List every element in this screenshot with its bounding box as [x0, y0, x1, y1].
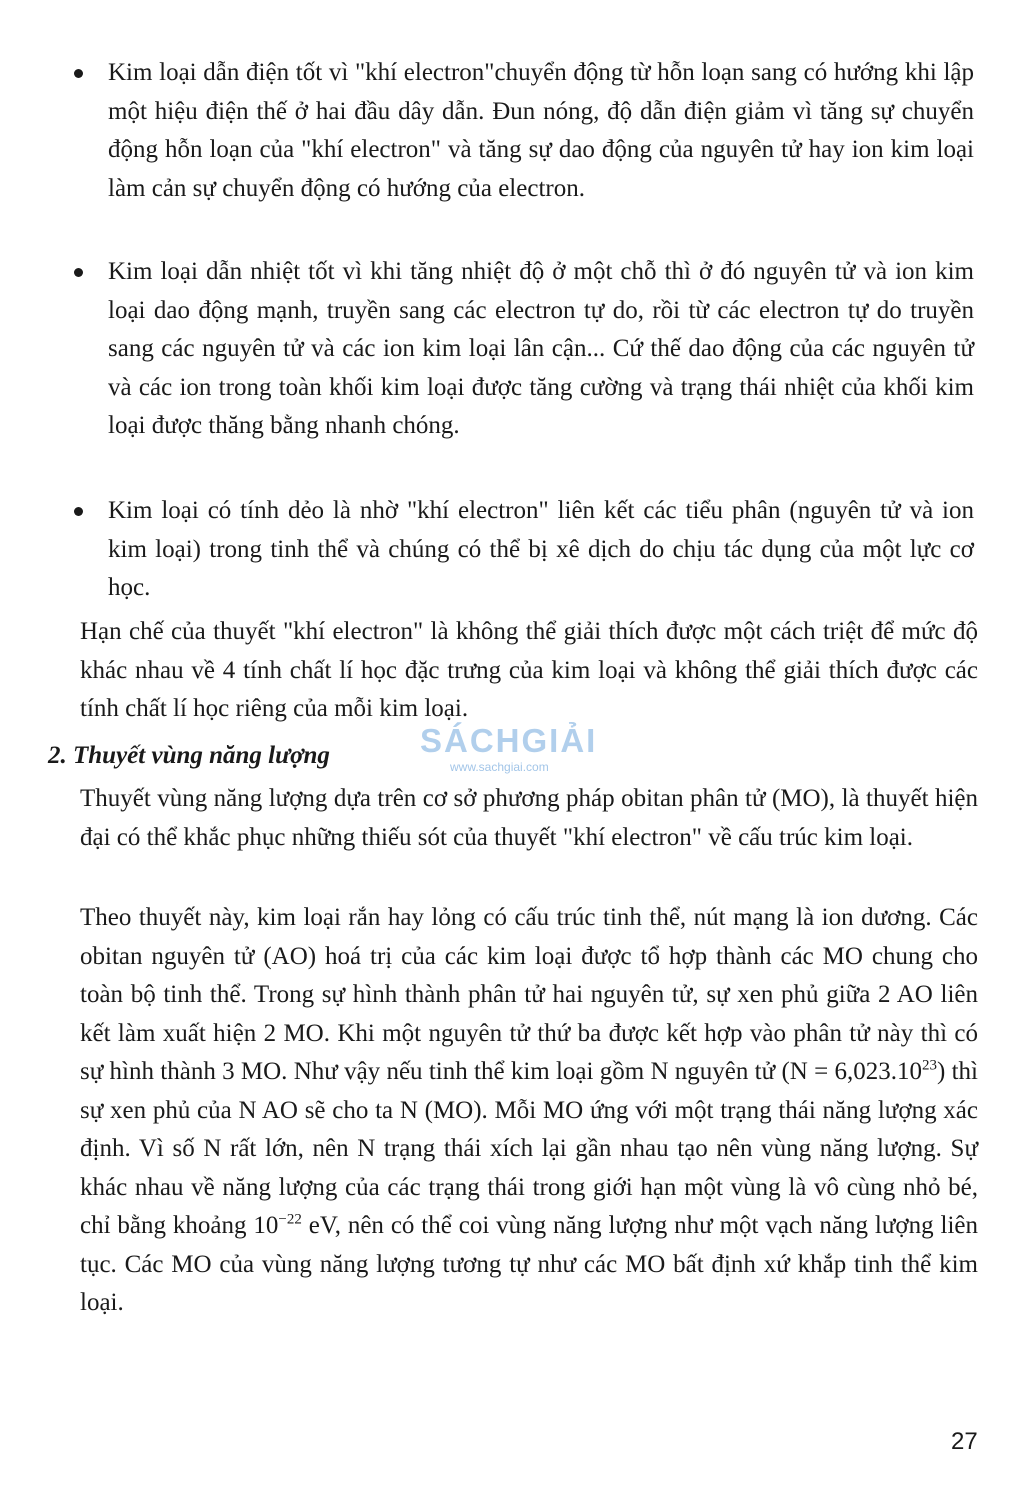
- theory-text-part-2: ) thì sự xen phủ của N AO sẽ cho ta N (MO). Mỗi MO ứng với một trạng thái năng lượng xác định. Vì số N rất lớn, nên N trạng thái xích lại gần nhau tạo nên vùng năng lượng. Sự khác nhau về năng lượng của các trạng thái trong giới hạn một vùng là vô cùng nhỏ bé, chỉ bằng khoảng 10: [80, 1058, 978, 1239]
- bullet-item-ductility: [80, 492, 980, 608]
- limitation-paragraph: Hạn chế của thuyết "khí electron" là không thể giải thích được một cách triệt để mức độ khác nhau về 4 tính chất lí học đặc trưng của kim loại và không thể giải thích được các tính chất lí học riêng của mỗi kim loại.: [80, 618, 978, 722]
- page-number: 27: [951, 1428, 978, 1455]
- bullet-item-electrical-conductivity: [80, 54, 980, 208]
- section-heading: 2. Thuyết vùng năng lượng: [48, 742, 330, 769]
- watermark-logo: [420, 722, 630, 782]
- theory-paragraph: [80, 899, 978, 1323]
- bullet-text: Kim loại dẫn điện tốt vì "khí electron"chuyển động từ hỗn loạn sang có hướng khi lập một hiệu điện thế ở hai đầu dây dẫn. Đun nóng, độ dẫn điện giảm vì tăng sự chuyển động hỗn loạn của "khí electron" và tăng sự dao động của nguyên tử hay ion kim loại làm cản sự chuyển động có hướng của electron.: [108, 59, 974, 202]
- bullet-text: Kim loại có tính dẻo là nhờ "khí electron" liên kết các tiểu phân (nguyên tử và ion kim loại) trong tinh thể và chúng có thể bị xê dịch do chịu tác dụng của một lực cơ học.: [108, 497, 974, 601]
- bullet-icon: [74, 507, 83, 516]
- watermark-url: www.sachgiai.com: [450, 760, 549, 774]
- bullet-item-thermal-conductivity: [80, 253, 980, 446]
- bullet-text: Kim loại dẫn nhiệt tốt vì khi tăng nhiệt độ ở một chỗ thì ở đó nguyên tử và ion kim loại dao động mạnh, truyền sang các electron tự do, rồi từ các electron tự do truyền sang các nguyên tử và các ion kim loại lân cận... Cứ thế dao động của các nguyên tử và các ion trong toàn khối kim loại được tăng cường và trạng thái nhiệt của khối kim loại được thăng bằng nhanh chóng.: [108, 258, 974, 439]
- watermark-brand: SÁCHGIẢI: [420, 722, 598, 759]
- theory-text-part-1: Theo thuyết này, kim loại rắn hay lỏng có cấu trúc tinh thể, nút mạng là ion dương. Các obitan nguyên tử (AO) hoá trị của các kim loại được tổ hợp thành các MO chung cho toàn bộ tinh thể. Trong sự hình thành phân tử hai nguyên tử, sự xen phủ giữa 2 AO liên kết làm xuất hiện 2 MO. Khi một nguyên tử thứ ba được kết hợp vào phân tử này thì có sự hình thành 3 MO. Như vậy nếu tinh thể kim loại gồm N nguyên tử (N = 6,023.10: [80, 904, 978, 1085]
- avogadro-exponent: 23: [922, 1057, 937, 1074]
- theory-text-part-3: eV, nên có thể coi vùng năng lượng như một vạch năng lượng liên tục. Các MO của vùng năng lượng tương tự như các MO bất định xứ khắp tinh thể kim loại.: [80, 1212, 979, 1316]
- bullet-icon: [74, 268, 83, 277]
- bullet-icon: [74, 69, 83, 78]
- energy-exponent: −22: [278, 1211, 302, 1228]
- intro-paragraph: Thuyết vùng năng lượng dựa trên cơ sở phương pháp obitan phân tử (MO), là thuyết hiện đại có thể khắc phục những thiếu sót của thuyết "khí electron" về cấu trúc kim loại.: [80, 785, 978, 851]
